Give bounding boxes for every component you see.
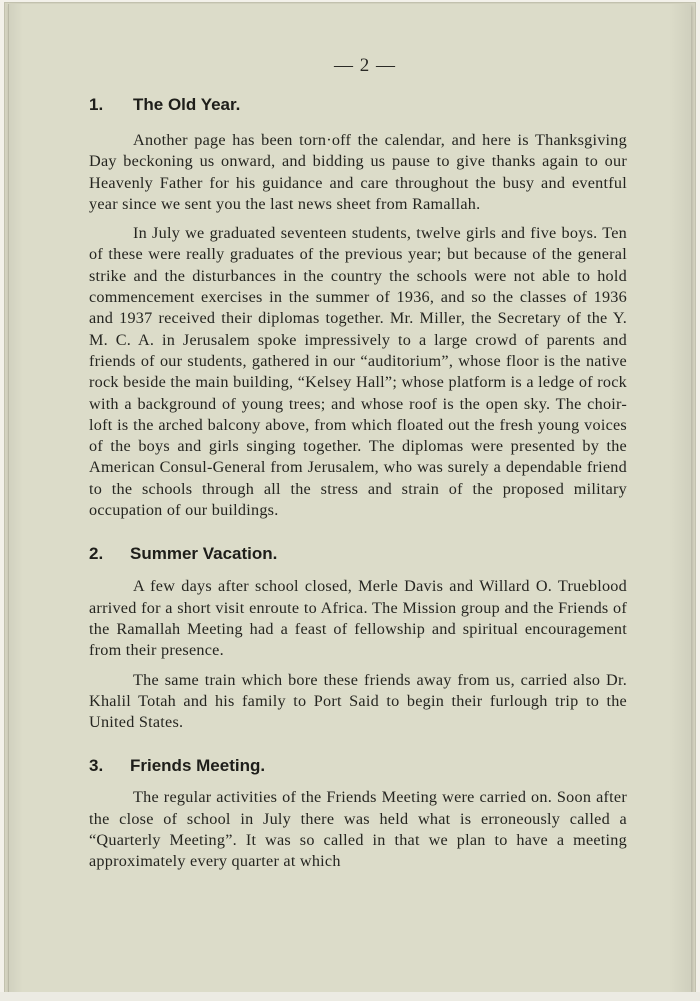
- scan-background-strip: [0, 992, 700, 1001]
- section-old-year: [89, 92, 627, 521]
- section-summer-vacation: [89, 541, 627, 733]
- paragraph: Another page has been torn·off the calendar, and here is Thanksgiving Day beckoning us onward, and bidding us pause to give thanks again to our Heavenly Father for his guidance and care throughout the busy and eventful year since we sent you the last news sheet from Ramallah.: [89, 131, 627, 213]
- section-number: 3.: [89, 756, 104, 776]
- paragraph: The regular activities of the Friends Meeting were carried on. Soon after the close of school in July there was held what is erroneously called a “Quarterly Meeting”. It was so called in that we plan to have a meeting approximately every quarter at which: [89, 788, 627, 871]
- section-friends-meeting: [89, 753, 627, 872]
- section-heading: [89, 753, 627, 779]
- paragraph: A few days after school closed, Merle Davis and Willard O. Trueblood arrived for a short visit enroute to Africa. The Mission group and the Friends of the Ramallah Meeting had a feast of fellowship and spiritual encouragement from their presence.: [89, 577, 627, 660]
- document-body: [89, 92, 627, 873]
- section-title: Friends Meeting.: [130, 756, 266, 776]
- page-number: — 2 —: [334, 55, 396, 76]
- section-number: 2.: [89, 544, 104, 564]
- paragraph: The same train which bore these friends away from us, carried also Dr. Khalil Totah and his family to Port Said to begin their furlough trip to the United States.: [89, 670, 627, 732]
- section-title: Summer Vacation.: [130, 544, 278, 564]
- section-heading: [89, 541, 627, 567]
- section-title: The Old Year.: [133, 95, 241, 114]
- section-number: 1.: [89, 95, 104, 114]
- paragraph: In July we graduated seventeen students, twelve girls and five boys. Ten of these were really graduates of the previous year; but because of the general strike and the disturbances in the country the schools were not able to hold commencement exercises in the summer of 1936, and so the classes of 1936 and 1937 received their diplomas together. Mr. Miller, the Secretary of the Y. M. C. A. in Jerusalem spoke impressively to a large crowd of parents and friends of our students, gathered in our “auditorium”, whose floor is the native rock beside the main building, “Kelsey Hall”; whose platform is a ledge of rock with a background of young trees; and whose roof is the open sky. The choir-loft is the arched balcony above, from which floated out the fresh young voices of the boys and girls singing together. The diplomas were presented by the American Consul-General from Jerusalem, who was surely a dependable friend to the schools through all the stress and strain of the proposed military occupation of our buildings.: [89, 224, 627, 520]
- section-heading: [89, 92, 627, 118]
